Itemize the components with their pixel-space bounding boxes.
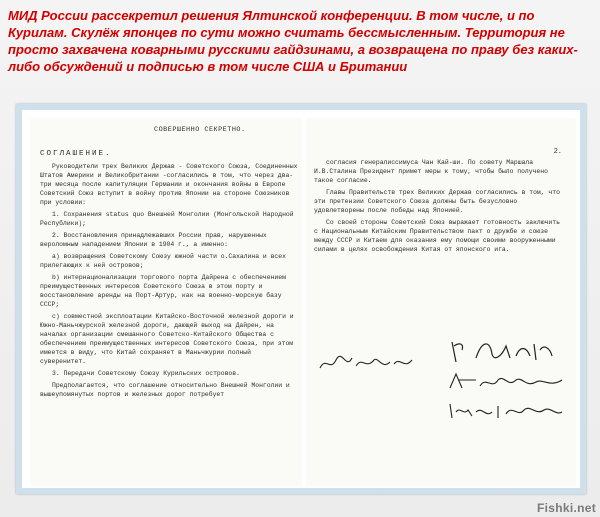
paragraph: а) возвращения Советскому Союзу южной части о.Сахалина и всех прилегающих к ней островов; bbox=[40, 253, 286, 269]
paragraph: Руководители трех Великих Держав - Советского Союза, Соединенных Штатов Америки и Великобритании -согласились в том, что через два-три месяца после капитуляции Германии и окончания войны в Европе Советский Союз вступит в войну против Японии на стороне Союзников при условии: bbox=[40, 163, 298, 206]
signature-roosevelt-2 bbox=[446, 370, 566, 394]
watermark: Fishki.net bbox=[536, 501, 596, 515]
document-page-left bbox=[30, 118, 302, 486]
paragraph: Главы Правительств трех Великих Держав согласились в том, что эти претензии Советского Союза должны быть безусловно удовлетворены после победы над Японией. bbox=[314, 189, 560, 214]
secret-mark: СОВЕРШЕННО СЕКРЕТНО. bbox=[154, 126, 246, 134]
paragraph: b) интернационализации торгового порта Дайрена с обеспечением преимущественных интересов Советского Союза в этом порту и восстановление аренды на Порт-Артур, как на военно-морскую базу СССР; bbox=[40, 274, 286, 308]
left-page-text bbox=[40, 162, 298, 402]
caption-text: МИД России рассекретил решения Ялтинской конференции. В том числе, и по Курилам. Скулёж японцев по сути можно считать бессмысленным. Территория не просто захвачена коварными русскими гайдзинами, а возвращена по праву без каких-либо обсуждений и подписью в том числе США и Британии bbox=[8, 8, 578, 74]
paragraph: 1. Сохранения status quo Внешней Монголии (Монгольской Народной Республики); bbox=[40, 211, 294, 227]
right-page-text bbox=[314, 158, 564, 257]
signature-stalin bbox=[446, 336, 556, 366]
document-title: СОГЛАШЕНИЕ. bbox=[40, 150, 112, 158]
paragraph: Предполагается, что соглашение относительно Внешней Монголии и вышеупомянутых портов и железных дорог потребует bbox=[40, 382, 290, 398]
paragraph: согласия генералиссимуса Чан Кай-ши. По совету Маршала И.В.Сталина Президент примет меры к тому, чтобы было получено такое согласие. bbox=[314, 159, 548, 184]
paragraph: 2. Восстановления принадлежавших России прав, нарушенных вероломным нападением Японии в 1904 г., а именно: bbox=[40, 232, 267, 248]
signature-roosevelt bbox=[316, 348, 416, 378]
document-image bbox=[16, 104, 586, 494]
signature-churchill bbox=[446, 398, 566, 422]
paragraph: с) совместной эксплоатации Китайско-Восточной железной дороги и Южно-Маньчжурской железной дороги, дающей выход на Дайрен, на началах организации смешанного Советско-Китайского Общества с обеспечением преимущественных интересов Советского Союза, при этом имеется в виду, что Китай сохраняет в Маньчжурии полный суверенитет. bbox=[40, 313, 294, 365]
page-number: 2. bbox=[553, 148, 562, 156]
paragraph: 3. Передачи Советскому Союзу Курильских островов. bbox=[52, 370, 240, 377]
paragraph: Со своей стороны Советский Союз выражает готовность заключить с Национальным Китайским Правительством пакт о дружбе и союзе между СССР и Китаем для оказания ему помощи своими вооруженными силами в целях освобождения Китая от японского ига. bbox=[314, 219, 560, 253]
document-page-right bbox=[306, 118, 576, 486]
